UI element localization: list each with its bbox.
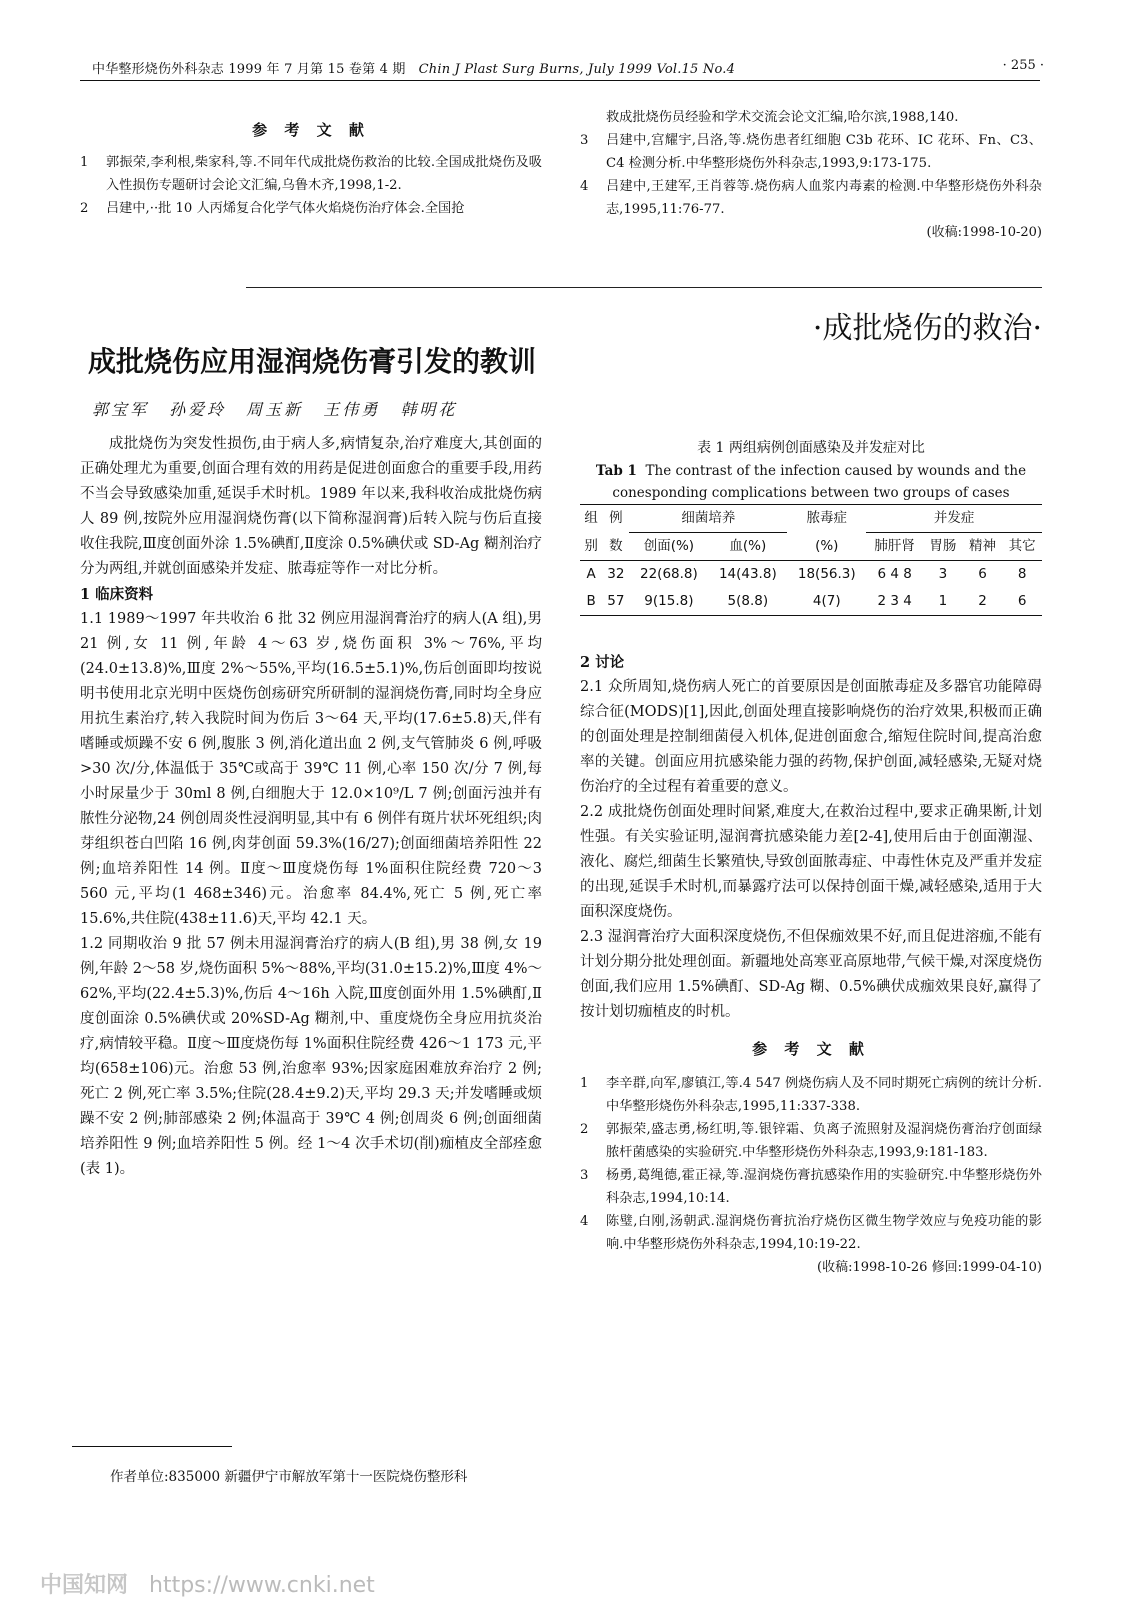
intro-paragraph: 成批烧伤为突发性损伤,由于病人多,病情复杂,治疗难度大,其创面的正确处理尤为重要,创面合理有效的用药是促进创面愈合的重要手段,用药不当会导致感染加重,延误手术时机。1989 年以来,我科收治成批烧伤病人 89 例,按院外应用湿润烧伤膏(以下简称湿润膏)后转入院与伤后直接收住我院,Ⅲ度创面外涂 1.5%碘酊,Ⅱ度涂 0.5%碘伏或 SD-Ag 糊剂治疗分为两组,并就创面感染并发症、脓毒症等作一对比分析。	[80, 436, 542, 577]
right-column	[580, 650, 1042, 1280]
prev-refs-right	[580, 106, 1042, 245]
table-block	[580, 436, 1042, 616]
table-row: B 57 9(15.8) 5(8.8) 4(7) 2 3 4 1 2 6	[580, 588, 1042, 616]
refs-heading: 参 考 文 献	[752, 1040, 870, 1058]
section-heading: 2 讨论	[580, 654, 625, 671]
ref-item: 4 陈璧,白刚,汤朝武.湿润烧伤膏抗治疗烧伤区微生物学效应与免疫功能的影响.中华整形烧伤外科杂志,1994,10:19-22.	[580, 1214, 1042, 1252]
paragraph-2-3: 2.3 湿润膏治疗大面积深度烧伤,不但保痂效果不好,而且促进溶痂,不能有计划分期分批处理创面。新疆地处高寒亚高原地带,气候干燥,对深度烧伤创面,我们应用 1.5%碘酊、SD-Ag 糊、0.5%碘伏成痂效果良好,赢得了按计划切痂植皮的时机。	[580, 929, 1042, 1020]
prev-refs-heading: 参 考 文 献	[252, 121, 370, 139]
prev-refs-left	[80, 118, 542, 220]
table-caption-cn: 表 1 两组病例创面感染及并发症对比	[697, 440, 925, 456]
article-divider	[246, 287, 1042, 288]
cnki-url: https://www.cnki.net	[149, 1573, 375, 1598]
table-caption-en: Tab 1 The contrast of the infection caused by wounds and the conesponding complications between two groups of cases	[595, 463, 1027, 501]
prev-received-date: (收稿:1998-10-20)	[926, 225, 1042, 240]
prev-ref-item: 1 郭振荣,李利根,柴家科,等.不同年代成批烧伤救治的比较.全国成批烧伤及吸入性损伤专题研讨会论文汇编,乌鲁木齐,1998,1-2.	[80, 155, 542, 193]
journal-en: Chin J Plast Surg Burns, July 1999 Vol.15 No.4	[418, 62, 736, 77]
author-affiliation: 作者单位:835000 新疆伊宁市解放军第十一医院烧伤整形科	[110, 1469, 468, 1485]
table-1: 组 例 细菌培养 脓毒症 并发症 别 数 创面(%) 血(%) (%) 肺肝肾 胃肠 精神 其它 A 32 22(68.8) 14(43.8) 18(56.3) 6 4 8 3 6 8 B 57 9(15.8) 5(8.8) 4(7) 2 3 4 1 2 6	[580, 504, 1042, 616]
ref-item: 1 李辛群,向军,廖镇江,等.4 547 例烧伤病人及不同时期死亡病例的统计分析.中华整形烧伤外科杂志,1995,11:337-338.	[580, 1076, 1042, 1114]
ref-item: 3 杨勇,葛绳德,霍正禄,等.湿润烧伤膏抗感染作用的实验研究.中华整形烧伤外科杂志,1994,10:14.	[580, 1168, 1042, 1206]
column-tag: ·成批烧伤的救治·	[812, 311, 1042, 346]
ref-item: 2 郭振荣,盛志勇,杨红明,等.银锌霜、负离子流照射及湿润烧伤膏治疗创面绿脓杆菌感染的实验研究.中华整形烧伤外科杂志,1993,9:181-183.	[580, 1122, 1042, 1160]
prev-ref-item: 3 吕建中,宫耀宇,吕洛,等.烧伤患者红细胞 C3b 花环、IC 花环、Fn、C3、C4 检测分析.中华整形烧伤外科杂志,1993,9:173-175.	[580, 133, 1042, 171]
article-title: 成批烧伤应用湿润烧伤膏引发的教训	[88, 345, 537, 378]
paragraph-2-1: 2.1 众所周知,烧伤病人死亡的首要原因是创面脓毒症及多器官功能障碍综合征(MODS)[1],因此,创面处理直接影响烧伤的治疗效果,积极而正确的创面处理是控制细菌侵入机体,促进创面愈合,缩短住院时间,提高治愈率的关键。创面应用抗感染能力强的药物,保护创面,减轻感染,无疑对烧伤治疗的全过程有着重要的意义。	[580, 679, 1042, 795]
cnki-logo: 中国知网	[40, 1573, 129, 1598]
section-heading: 1 临床资料	[80, 586, 154, 603]
received-date: (收稿:1998-10-26 修回:1999-04-10)	[817, 1260, 1042, 1275]
paragraph-2-2: 2.2 成批烧伤创面处理时间紧,难度大,在救治过程中,要求正确果断,计划性强。有关实验证明,湿润膏抗感染能力差[2-4],使用后由于创面潮湿、液化、腐烂,细菌生长繁殖快,导致创面脓毒症、中毒性休克及严重并发症的出现,延误手术时机,而暴露疗法可以保持创面干燥,减轻感染,适用于大面积深度烧伤。	[580, 804, 1042, 920]
table-row: A 32 22(68.8) 14(43.8) 18(56.3) 6 4 8 3 6 8	[580, 561, 1042, 589]
cnki-watermark	[40, 1568, 375, 1599]
header-rule	[80, 80, 1040, 81]
prev-ref-item: 2 吕建中,··批 10 人丙烯复合化学气体火焰烧伤治疗体会.全国抢	[80, 201, 465, 216]
journal-cn: 中华整形烧伤外科杂志 1999 年 7 月第 15 卷第 4 期	[92, 62, 406, 77]
running-header	[92, 58, 735, 77]
footnote-rule	[72, 1446, 232, 1447]
paragraph-1-1: 1.1 1989～1997 年共收治 6 批 32 例应用湿润膏治疗的病人(A 组),男 21 例,女 11 例,年龄 4～63 岁,烧伤面积 3%～76%,平均(24.0±13.8)%,Ⅲ度 2%～55%,平均(16.5±5.1)%,伤后创面即均按说明书使用北京光明中医烧伤创疡研究所研制的湿润烧伤膏,同时均全身应用抗生素治疗,转入我院时间为伤后 3～64 天,平均(17.6±5.8)天,伴有嗜睡或烦躁不安 6 例,腹胀 3 例,消化道出血 2 例,支气管肺炎 6 例,呼吸>30 次/分,体温低于 35℃或高于 39℃ 11 例,心率 150 次/分 7 例,每小时尿量少于 30ml 8 例,白细胞大于 12.0×10⁹/L 7 例;创面污浊并有脓性分泌物,24 例创周炎性浸润明显,其中有 6 例伴有斑片状坏死组织;肉芽组织苍白凹陷 16 例,肉芽创面 59.3%(16/27);创面细菌培养阳性 22 例;血培养阳性 14 例。Ⅱ度～Ⅲ度烧伤每 1%面积住院经费 720～3 560 元,平均(1 468±346)元。治愈率 84.4%,死亡 5 例,死亡率 15.6%,共住院(438±11.6)天,平均 42.1 天。	[80, 611, 542, 927]
page-number: · 255 ·	[1002, 58, 1044, 73]
paragraph-1-2: 1.2 同期收治 9 批 57 例未用湿润膏治疗的病人(B 组),男 38 例,女 19 例,年龄 2～58 岁,烧伤面积 5%～88%,平均(31.0±15.2)%,Ⅲ度 4%～62%,平均(22.4±5.3)%,伤后 4～16h 入院,Ⅲ度创面外用 1.5%碘酊,Ⅱ度创面涂 0.5%碘伏或 20%SD-Ag 糊剂,中、重度烧伤全身应用抗炎治疗,病情较平稳。Ⅱ度～Ⅲ度烧伤每 1%面积住院经费 426～1 173 元,平均(658±106)元。治愈 53 例,治愈率 93%;因家庭困难放弃治疗 2 例;死亡 2 例,死亡率 3.5%;住院(28.4±9.2)天,平均 29.3 天;并发嗜睡或烦躁不安 2 例;肺部感染 2 例;体温高于 39℃ 4 例;创周炎 6 例;创面细菌培养阳性 9 例;血培养阳性 5 例。经 1～4 次手术切(削)痂植皮全部痊愈(表 1)。	[80, 936, 542, 1177]
prev-ref-item-cont: 救成批烧伤员经验和学术交流会论文汇编,哈尔滨,1988,140.	[606, 110, 959, 125]
prev-ref-item: 4 吕建中,王建军,王肖蓉等.烧伤病人血浆内毒素的检测.中华整形烧伤外科杂志,1995,11:76-77.	[580, 179, 1042, 217]
authors: 郭宝军 孙爱玲 周玉新 王伟勇 韩明花	[92, 400, 458, 419]
left-column	[80, 432, 542, 1182]
